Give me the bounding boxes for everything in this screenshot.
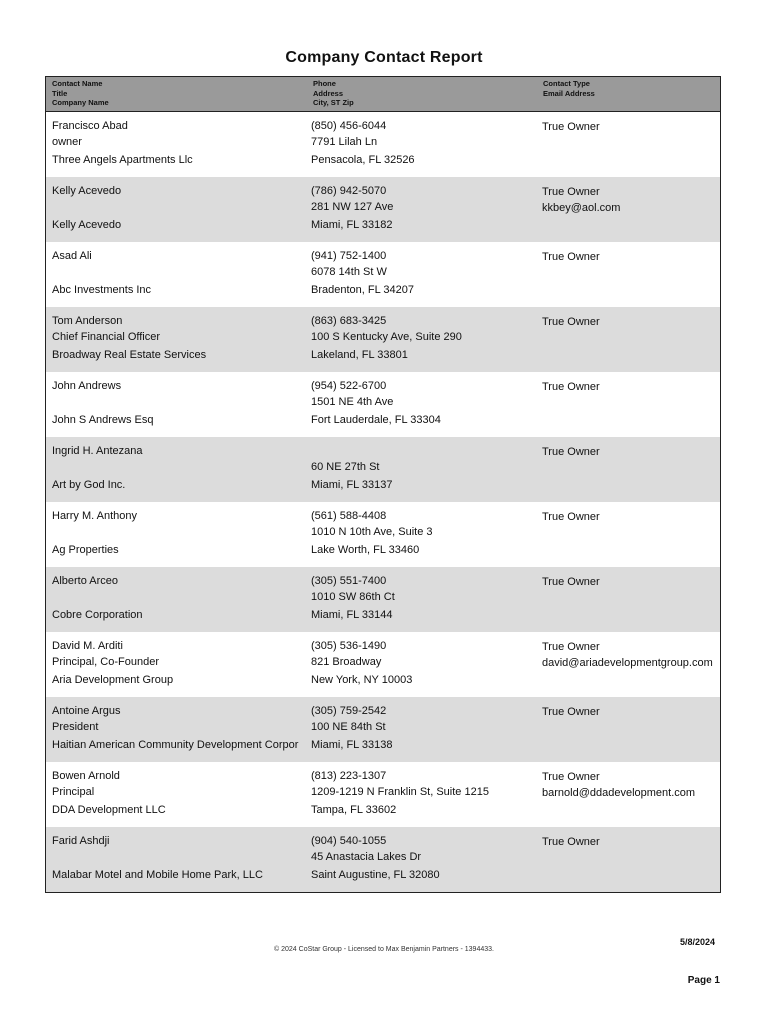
table-row: [46, 762, 720, 827]
contact-title: Chief Financial Officer: [52, 331, 161, 343]
contact-name: Antoine Argus: [52, 705, 121, 717]
table-body: [46, 112, 720, 892]
city-state-zip: New York, NY 10003: [311, 674, 413, 686]
address: 1010 SW 86th Ct: [311, 591, 395, 603]
table-row: [46, 827, 720, 892]
contact-table: [45, 76, 721, 893]
copyright-notice: © 2024 CoStar Group - Licensed to Max Benjamin Partners - 1394433.: [274, 946, 494, 953]
table-row: [46, 567, 720, 632]
contact-name: Harry M. Anthony: [52, 510, 137, 522]
company-name: Haitian American Community Development Corpor: [52, 739, 299, 751]
contact-type: True Owner: [542, 511, 600, 523]
contact-type: True Owner: [542, 641, 600, 653]
company-name: Malabar Motel and Mobile Home Park, LLC: [52, 869, 263, 881]
header-email: Email Address: [543, 88, 595, 98]
company-name: Kelly Acevedo: [52, 219, 122, 231]
company-name: DDA Development LLC: [52, 804, 166, 816]
address: 7791 Lilah Ln: [311, 136, 378, 148]
table-row: [46, 697, 720, 762]
email-address: kkbey@aol.com: [542, 202, 621, 214]
table-row: [46, 372, 720, 437]
city-state-zip: Miami, FL 33144: [311, 609, 393, 621]
address: 60 NE 27th St: [311, 461, 380, 473]
contact-type: True Owner: [542, 121, 600, 133]
header-title: Title: [52, 88, 68, 98]
company-name: Art by God Inc.: [52, 479, 126, 491]
table-header: [46, 77, 720, 112]
phone: (305) 536-1490: [311, 640, 387, 652]
contact-name: Tom Anderson: [52, 315, 123, 327]
city-state-zip: Lake Worth, FL 33460: [311, 544, 420, 556]
contact-type: True Owner: [542, 381, 600, 393]
contact-name: Ingrid H. Antezana: [52, 445, 143, 457]
table-row: [46, 502, 720, 567]
header-contact-type: Contact Type: [543, 79, 590, 88]
city-state-zip: Miami, FL 33182: [311, 219, 393, 231]
email-address: david@ariadevelopmentgroup.com: [542, 657, 713, 669]
company-name: Aria Development Group: [52, 674, 174, 686]
contact-type: True Owner: [542, 446, 600, 458]
city-state-zip: Saint Augustine, FL 32080: [311, 869, 440, 881]
contact-title: owner: [52, 136, 82, 148]
company-name: Cobre Corporation: [52, 609, 143, 621]
contact-name: John Andrews: [52, 380, 122, 392]
email-address: barnold@ddadevelopment.com: [542, 787, 696, 799]
company-name: John S Andrews Esq: [52, 414, 154, 426]
header-col-type: [543, 79, 721, 98]
company-name: Three Angels Apartments Llc: [52, 154, 193, 166]
address: 1010 N 10th Ave, Suite 3: [311, 526, 433, 538]
header-col-contact: [52, 79, 302, 108]
phone: (863) 683-3425: [311, 315, 387, 327]
city-state-zip: Lakeland, FL 33801: [311, 349, 408, 361]
contact-title: President: [52, 721, 99, 733]
phone: (305) 759-2542: [311, 705, 387, 717]
contact-type: True Owner: [542, 251, 600, 263]
contact-title: Principal: [52, 786, 95, 798]
company-name: Ag Properties: [52, 544, 119, 556]
address: 45 Anastacia Lakes Dr: [311, 851, 422, 863]
contact-type: True Owner: [542, 576, 600, 588]
contact-type: True Owner: [542, 186, 600, 198]
contact-type: True Owner: [542, 316, 600, 328]
table-row: [46, 632, 720, 697]
table-row: [46, 437, 720, 502]
phone: (561) 588-4408: [311, 510, 387, 522]
header-col-phone: [313, 79, 538, 108]
company-name: Abc Investments Inc: [52, 284, 152, 296]
contact-name: Bowen Arnold: [52, 770, 120, 782]
report-title: Company Contact Report: [285, 49, 483, 66]
city-state-zip: Miami, FL 33137: [311, 479, 393, 491]
phone: (941) 752-1400: [311, 250, 387, 262]
phone: (813) 223-1307: [311, 770, 387, 782]
phone: (786) 942-5070: [311, 185, 387, 197]
table-row: [46, 177, 720, 242]
header-company-name: Company Name: [52, 98, 109, 107]
contact-name: Asad Ali: [52, 250, 92, 262]
city-state-zip: Tampa, FL 33602: [311, 804, 397, 816]
table-row: [46, 307, 720, 372]
address: 6078 14th St W: [311, 266, 387, 278]
address: 281 NW 127 Ave: [311, 201, 394, 213]
phone: (850) 456-6044: [311, 120, 387, 132]
contact-type: True Owner: [542, 771, 600, 783]
address: 100 S Kentucky Ave, Suite 290: [311, 331, 462, 343]
report-date: 5/8/2024: [679, 937, 715, 947]
city-state-zip: Bradenton, FL 34207: [311, 284, 414, 296]
contact-name: Francisco Abad: [52, 120, 128, 132]
contact-type: True Owner: [542, 706, 600, 718]
header-contact-name: Contact Name: [52, 79, 103, 88]
phone: (904) 540-1055: [311, 835, 387, 847]
contact-name: Farid Ashdji: [52, 835, 110, 847]
contact-name: David M. Arditi: [52, 640, 123, 652]
address: 100 NE 84th St: [311, 721, 386, 733]
table-row: [46, 112, 720, 177]
header-city: City, ST Zip: [313, 98, 354, 107]
header-address: Address: [313, 88, 344, 98]
address: 821 Broadway: [311, 656, 382, 668]
address: 1501 NE 4th Ave: [311, 396, 394, 408]
contact-type: True Owner: [542, 836, 600, 848]
contact-name: Kelly Acevedo: [52, 185, 122, 197]
address: 1209-1219 N Franklin St, Suite 1215: [311, 786, 489, 798]
city-state-zip: Fort Lauderdale, FL 33304: [311, 414, 441, 426]
phone: (305) 551-7400: [311, 575, 387, 587]
contact-title: Principal, Co-Founder: [52, 656, 159, 668]
city-state-zip: Pensacola, FL 32526: [311, 154, 415, 166]
city-state-zip: Miami, FL 33138: [311, 739, 393, 751]
table-row: [46, 242, 720, 307]
header-phone: Phone: [313, 79, 336, 88]
company-name: Broadway Real Estate Services: [52, 349, 207, 361]
phone: (954) 522-6700: [311, 380, 387, 392]
page-number: Page 1: [687, 975, 720, 986]
contact-name: Alberto Arceo: [52, 575, 119, 587]
